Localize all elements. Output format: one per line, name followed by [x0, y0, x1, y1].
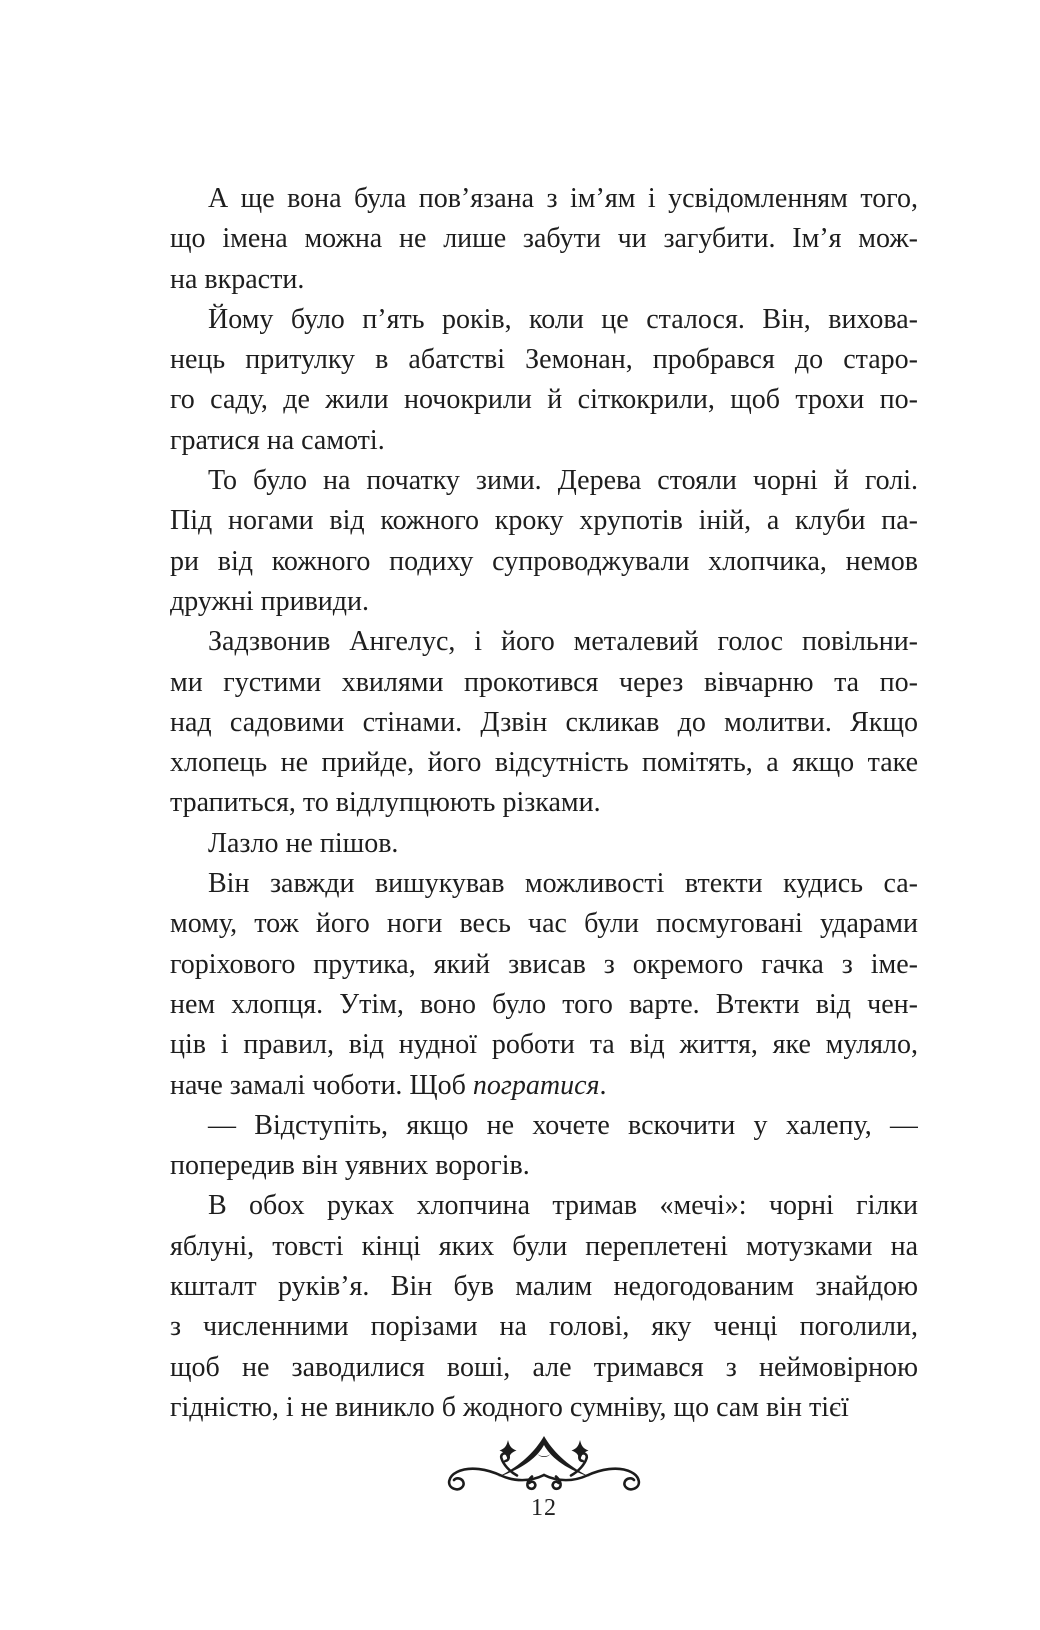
crescent-moon-icon: [538, 1454, 551, 1457]
text-segment: хлопець не прийде, його відсутність помітять, а якщо таке: [170, 747, 918, 779]
text-segment: Задзвонив Ангелус, і його металевий голос повільни-: [208, 626, 918, 658]
text-segment: горіхового прутика, який звисав з окремого гачка з іме-: [170, 948, 918, 980]
text-segment: — Відступіть, якщо не хочете вскочити у халепу, —: [208, 1109, 918, 1141]
text-segment: кшталт руків’я. Він був малим недогодованим знайдою: [170, 1271, 918, 1303]
text-segment: В обох руках хлопчина тримав «мечі»: чорні гілки: [208, 1190, 918, 1222]
text-segment: гратися на самоті.: [170, 424, 385, 456]
text-line: [170, 783, 918, 823]
text-segment: Під ногами від кожного кроку хрупотів іній, а клуби па-: [170, 505, 918, 537]
text-line: [170, 582, 918, 622]
text-line: [170, 703, 918, 743]
text-line: [170, 663, 918, 703]
text-line: [170, 260, 918, 300]
text-segment: що імена можна не лише забути чи загубити. Ім’я мож-: [170, 223, 918, 255]
text-segment: А ще вона була пов’язана з ім’ям і усвідомленням того,: [208, 183, 918, 214]
paragraph: [170, 1186, 918, 1428]
text-line: [170, 904, 918, 944]
text-segment: наче замалі чоботи. Щоб: [170, 1069, 473, 1101]
text-line: [170, 300, 918, 340]
paragraph: [170, 824, 918, 864]
paragraph: [170, 1106, 918, 1187]
text-segment: нем хлопця. Утім, воно було того варте. Втекти від чен-: [170, 988, 918, 1020]
flourish-divider-icon: [428, 1435, 660, 1493]
text-segment: трапиться, то відлупцюють різками.: [170, 787, 601, 819]
text-segment: над садовими стінами. Дзвін скликав до молитви. Якщо: [170, 706, 918, 738]
text-line: [170, 985, 918, 1025]
text-line: [170, 1348, 918, 1388]
text-line: [170, 824, 918, 864]
text-segment: гідністю, і не виникло б жодного сумніву, що сам він тієї: [170, 1391, 849, 1423]
text-segment: нець притулку в абатстві Земонан, пробрався до старо-: [170, 344, 918, 376]
text-line: [170, 945, 918, 985]
text-segment: Йому було п’ять років, коли це сталося. Він, вихова-: [208, 303, 918, 335]
text-segment: ми густими хвилями прокотився через вівчарню та по-: [170, 666, 918, 698]
text-segment: ри від кожного подиху супроводжували хлопчика, немов: [170, 545, 918, 577]
text-segment: Він завжди вишукував можливості втекти кудись са-: [208, 868, 918, 900]
text-block: [170, 179, 918, 1428]
text-segment: попередив він уявних ворогів.: [170, 1150, 530, 1182]
text-segment: дружні привиди.: [170, 585, 370, 617]
paragraph: [170, 461, 918, 622]
text-line: [170, 743, 918, 783]
text-line: [170, 622, 918, 662]
text-line: [170, 864, 918, 904]
italic-text: погратися: [472, 1069, 600, 1101]
text-line: [170, 1025, 918, 1065]
text-line: [170, 380, 918, 420]
text-segment: мому, тож його ноги весь час були посмуговані ударами: [170, 908, 918, 940]
text-line: [170, 179, 918, 219]
text-segment: Лазло не пішов.: [208, 827, 399, 859]
text-line: [170, 501, 918, 541]
text-line: [170, 1106, 918, 1146]
text-line: [170, 1307, 918, 1347]
text-line: [170, 1066, 918, 1106]
text-segment: То було на початку зими. Дерева стояли чорні й голі.: [208, 465, 918, 497]
text-line: [170, 219, 918, 259]
text-line: [170, 542, 918, 582]
paragraph: [170, 300, 918, 461]
paragraph: [170, 622, 918, 823]
text-segment: щоб не заводилися воші, але тримався з неймовірною: [170, 1351, 918, 1383]
text-segment: на вкрасти.: [170, 263, 305, 295]
page-footer: [170, 1435, 918, 1520]
text-segment: яблуні, товсті кінці яких були переплетені мотузками на: [170, 1230, 918, 1262]
text-segment: ців і правил, від нудної роботи та від життя, яке муляло,: [170, 1029, 918, 1061]
text-line: [170, 461, 918, 501]
text-line: [170, 421, 918, 461]
text-segment: .: [599, 1069, 607, 1101]
text-line: [170, 340, 918, 380]
paragraph: [170, 179, 918, 300]
paragraph: [170, 864, 918, 1106]
text-line: [170, 1267, 918, 1307]
text-segment: го саду, де жили ночокрили й сіткокрили, щоб трохи по-: [170, 384, 918, 416]
text-line: [170, 1227, 918, 1267]
text-segment: з численними порізами на голові, яку ченці поголили,: [170, 1311, 918, 1343]
text-line: [170, 1146, 918, 1186]
page-number: 12: [531, 1495, 557, 1521]
text-line: [170, 1388, 918, 1428]
text-line: [170, 1186, 918, 1226]
